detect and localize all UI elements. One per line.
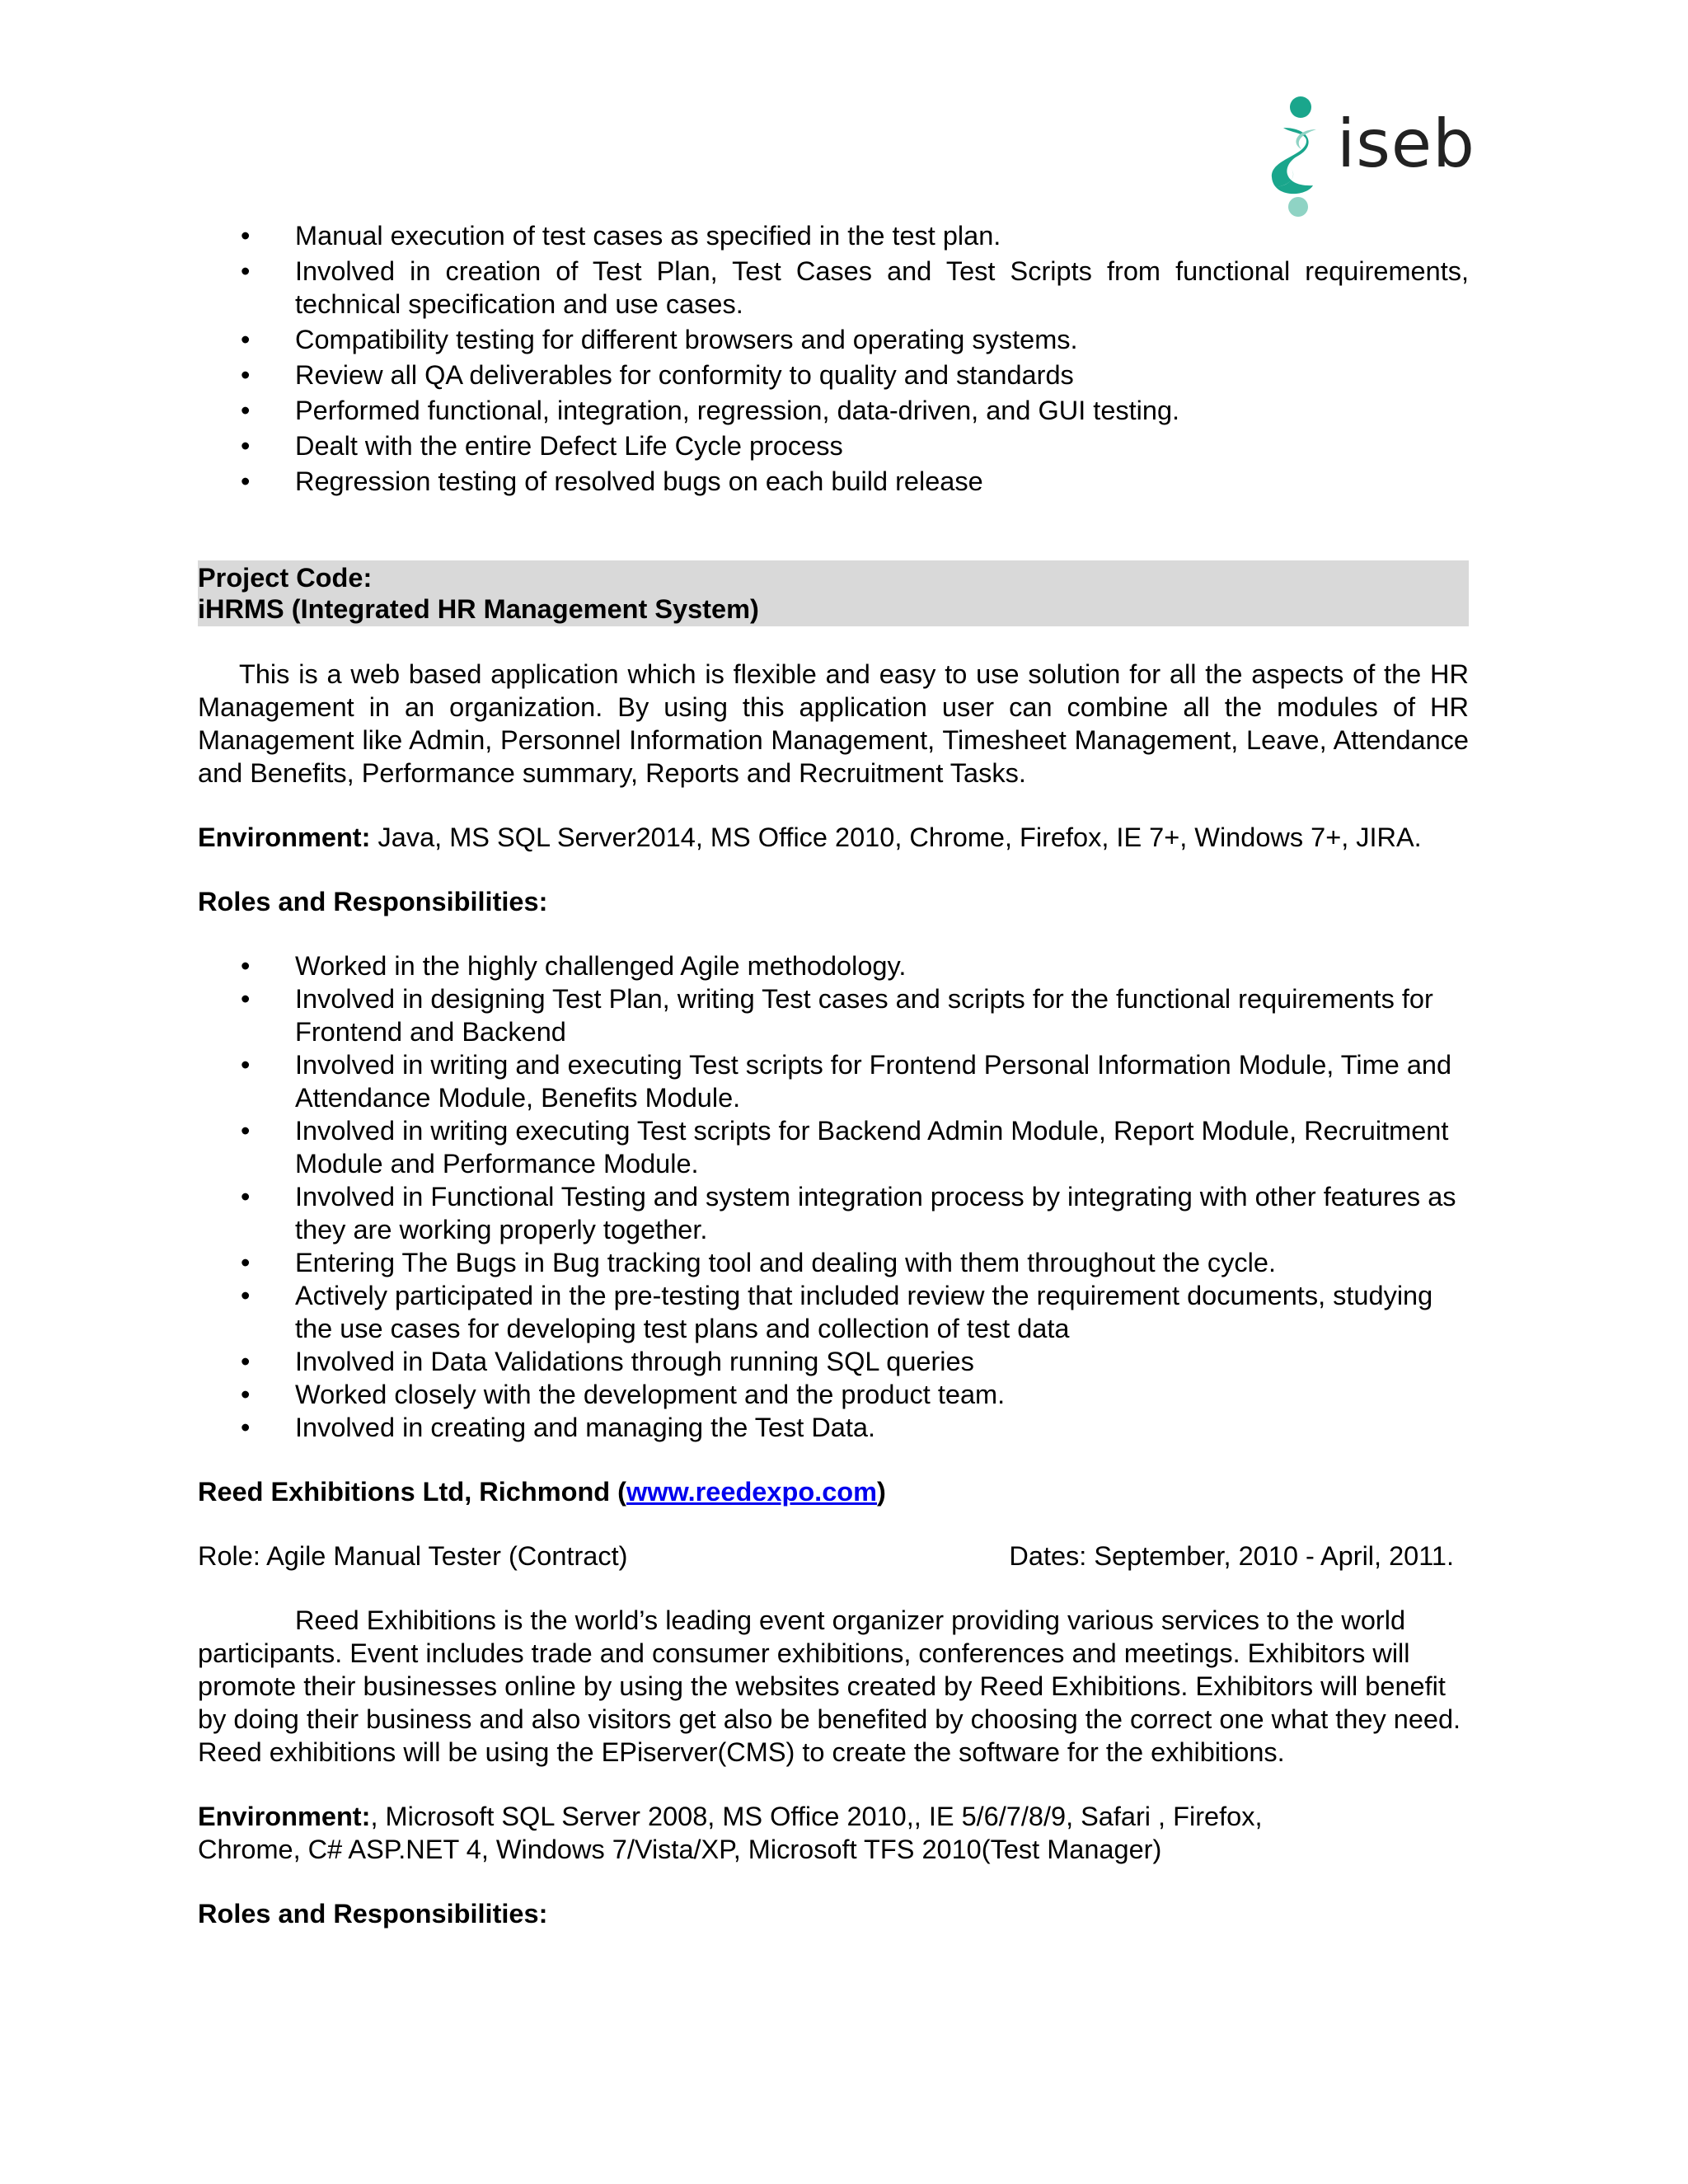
environment-value: Java, MS SQL Server2014, MS Office 2010, Chrome, Firefox, IE 7+, Windows 7+, JIRA. (370, 823, 1422, 852)
iseb-logo-icon (1265, 95, 1331, 218)
employer-roles-heading: Roles and Responsibilities: (198, 1899, 548, 1929)
list-item: • Involved in designing Test Plan, writing Test cases and scripts for the functional requirements for Frontend and Backend (198, 982, 1469, 1048)
role-text: Role: Agile Manual Tester (Contract) (198, 1541, 628, 1571)
list-item: • Compatibility testing for different browsers and operating systems. (198, 323, 1469, 356)
list-item: • Involved in writing and executing Test scripts for Frontend Personal Information Module, Time and Attendance Module, Benefits Module. (198, 1048, 1469, 1114)
environment-value-line1: , Microsoft SQL Server 2008, MS Office 2010,, IE 5/6/7/8/9, Safari , Firefox, (370, 1802, 1263, 1831)
project-code-label: Project Code: (198, 563, 373, 593)
list-item: • Involved in Functional Testing and system integration process by integrating with other features as they are working properly together. (198, 1180, 1469, 1246)
employer-heading-close: ) (877, 1477, 886, 1507)
dates-text: Dates: September, 2010 - April, 2011. (1009, 1541, 1454, 1571)
employer-environment (198, 1800, 1469, 1866)
document-body (198, 219, 1469, 1930)
project-name: iHRMS (Integrated HR Management System) (198, 594, 759, 624)
list-item: • Involved in creation of Test Plan, Test Cases and Test Scripts from functional requirements, technical specification and use cases. (198, 255, 1469, 321)
employer-name: Reed Exhibitions Ltd, Richmond ( (198, 1477, 626, 1507)
employer-description: Reed Exhibitions is the world’s leading event organizer providing various services to the world participants. Event includes trade and consumer exhibitions, conferences and meetings. Exhibitors will promote their businesses online by using the websites created by Reed Exhibitions. Exhibitors will benefit by doing their business and also visitors get also be benefited by choosing the correct one what they need. Reed exhibitions will be using the EPiserver(CMS) to create the software for the exhibitions. (198, 1605, 1461, 1767)
project-roles-heading: Roles and Responsibilities: (198, 887, 548, 916)
list-item: • Involved in creating and managing the Test Data. (198, 1411, 1469, 1444)
iseb-logo (1265, 95, 1475, 218)
role-dates-row (198, 1540, 1469, 1572)
list-item: • Dealt with the entire Defect Life Cycle process (198, 429, 1469, 462)
list-item: • Actively participated in the pre-testing that included review the requirement documents, studying the use cases for developing test plans and collection of test data (198, 1279, 1469, 1345)
top-bullet-list (198, 219, 1469, 498)
project-roles-list (198, 949, 1469, 1444)
employer-website-link[interactable]: www.reedexpo.com (626, 1477, 878, 1507)
list-item: • Worked in the highly challenged Agile methodology. (198, 949, 1469, 982)
environment-label: Environment: (198, 1802, 371, 1831)
list-item: • Review all QA deliverables for conformity to quality and standards (198, 359, 1469, 391)
list-item: • Entering The Bugs in Bug tracking tool and dealing with them throughout the cycle. (198, 1246, 1469, 1279)
environment-value-line2: Chrome, C# ASP.NET 4, Windows 7/Vista/XP, Microsoft TFS 2010(Test Manager) (198, 1835, 1162, 1864)
list-item: • Regression testing of resolved bugs on each build release (198, 465, 1469, 498)
logo-wordmark: iseb (1337, 105, 1475, 182)
list-item: • Involved in writing executing Test scripts for Backend Admin Module, Report Module, Recruitment Module and Performance Module. (198, 1114, 1469, 1180)
project-header (198, 560, 1469, 626)
list-item: • Performed functional, integration, regression, data-driven, and GUI testing. (198, 394, 1469, 427)
environment-label: Environment: (198, 823, 371, 852)
list-item: • Manual execution of test cases as specified in the test plan. (198, 219, 1469, 252)
employer-heading (198, 1475, 1469, 1508)
list-item: • Involved in Data Validations through running SQL queries (198, 1345, 1469, 1378)
list-item: • Worked closely with the development and the product team. (198, 1378, 1469, 1411)
project-description: This is a web based application which is flexible and easy to use solution for all the aspects of the HR Management in an organization. By using this application user can combine all the modules of HR Management like Admin, Personnel Information Management, Timesheet Management, Leave, Attendance and Benefits, Performance summary, Reports and Recruitment Tasks. (198, 659, 1469, 788)
project-environment (198, 821, 1469, 854)
